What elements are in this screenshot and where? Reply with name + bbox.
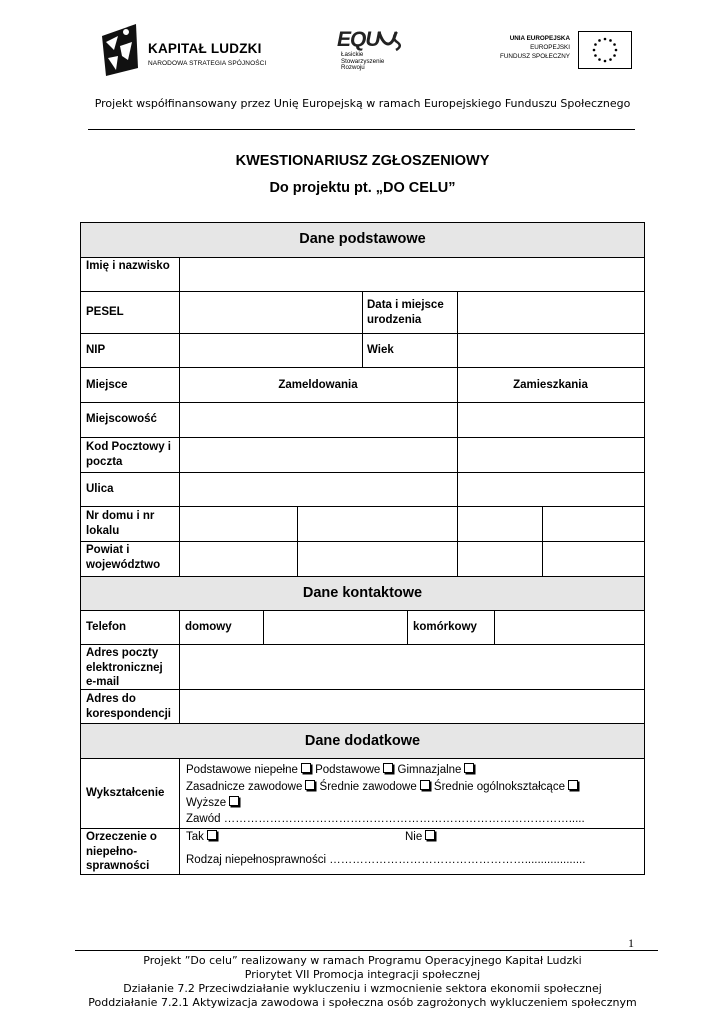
edu-secondary-vocational-checkbox[interactable] xyxy=(420,780,430,790)
page-number: 1 xyxy=(628,936,634,950)
disability-no-label: Nie xyxy=(405,831,423,843)
house-residence-field[interactable] xyxy=(458,507,542,541)
kapital-ludzki-title: KAPITAŁ LUDZKI xyxy=(148,41,262,56)
address-field[interactable] xyxy=(180,690,643,723)
section-heading-contact: Dane kontaktowe xyxy=(302,585,423,601)
edu-primary-checkbox[interactable] xyxy=(383,763,393,773)
footer-line-2: Priorytet VII Promocja integracji społecznej xyxy=(244,968,481,981)
place-label: Miejsce xyxy=(86,379,128,391)
home-phone-field[interactable] xyxy=(264,611,407,644)
email-label: Adres poczty elektronicznej e-mail xyxy=(86,647,163,688)
pesel-label: PESEL xyxy=(86,306,124,318)
kapital-ludzki-logo xyxy=(98,22,278,80)
eu-star-icon xyxy=(609,58,612,61)
mobile-phone-label: komórkowy xyxy=(413,621,477,633)
kapital-ludzki-subtitle: NARODOWA STRATEGIA SPÓJNOŚCI xyxy=(148,60,267,67)
application-form xyxy=(80,222,645,875)
edu-secondary-general-label: Średnie ogólnokształcące xyxy=(433,780,565,793)
age-field[interactable] xyxy=(458,334,644,367)
education-options xyxy=(186,763,641,826)
town-residence-field[interactable] xyxy=(458,403,644,437)
nip-label: NIP xyxy=(86,344,106,356)
cofinancing-note: Projekt współfinansowany przez Unię Europejską w ramach Europejskiego Funduszu Społecznego xyxy=(94,97,631,110)
equus-logo xyxy=(335,26,405,76)
street-registered-field[interactable] xyxy=(180,473,457,506)
edu-primary-incomplete-checkbox[interactable] xyxy=(301,763,311,773)
eu-flag-icon xyxy=(578,31,632,69)
eu-star-icon xyxy=(598,58,601,61)
disability-no xyxy=(405,830,436,845)
equus-line-1: Łasickie xyxy=(341,51,364,58)
home-phone-label: domowy xyxy=(185,621,232,633)
street-label: Ulica xyxy=(86,483,114,495)
disability-type-line[interactable]: Rodzaj niepełnosprawności ……………………………………………................... xyxy=(186,854,586,866)
disability-yes xyxy=(186,830,218,845)
email-field[interactable] xyxy=(180,645,643,689)
town-registered-field[interactable] xyxy=(180,403,457,437)
document-title: KWESTIONARIUSZ ZGŁOSZENIOWY xyxy=(235,153,490,169)
disability-yes-label: Tak xyxy=(186,831,204,843)
edu-vocational-label: Zasadnicze zawodowe xyxy=(186,780,303,793)
birth-field[interactable] xyxy=(458,292,644,333)
house-registered-field[interactable] xyxy=(180,507,297,541)
pesel-field[interactable] xyxy=(180,292,362,333)
edu-gymnasium-label: Gimnazjalne xyxy=(397,764,462,776)
district-registered-field[interactable] xyxy=(180,542,297,576)
eu-line-1: UNIA EUROPEJSKA xyxy=(509,35,570,42)
edu-higher-checkbox[interactable] xyxy=(229,796,239,806)
name-field[interactable] xyxy=(180,258,643,291)
section-heading-basic: Dane podstawowe xyxy=(299,231,426,247)
eu-logo xyxy=(480,30,632,70)
equus-line-2: Stowarzyszenie xyxy=(341,57,385,65)
footer-text xyxy=(0,954,725,1010)
postal-residence-field[interactable] xyxy=(458,438,644,472)
eu-star-icon xyxy=(598,39,601,42)
footer-line-4: Poddziałanie 7.2.1 Aktywizacja zawodowa i społeczna osób zagrożonych wykluczeniem społecznym xyxy=(88,996,637,1009)
house-label: Nr domu i nr lokalu xyxy=(86,510,155,537)
district-label: Powiat i województwo xyxy=(86,544,161,571)
svg-text:EQU: EQU xyxy=(337,28,380,51)
flat-registered-field[interactable] xyxy=(298,507,457,541)
mobile-phone-field[interactable] xyxy=(495,611,644,644)
eu-line-2: EUROPEJSKI xyxy=(530,44,570,51)
eu-star-icon xyxy=(594,43,597,46)
profession-line[interactable]: Zawód ………………………………………………………………………………..... xyxy=(186,812,585,825)
edu-higher-label: Wyższe xyxy=(186,797,227,809)
age-label: Wiek xyxy=(367,344,394,356)
postal-label: Kod Pocztowy i poczta xyxy=(86,441,171,468)
registered-label: Zameldowania xyxy=(278,379,358,391)
voivodeship-registered-field[interactable] xyxy=(298,542,457,576)
eu-star-icon xyxy=(604,60,607,63)
nip-field[interactable] xyxy=(180,334,362,367)
address-label: Adres do korespondencji xyxy=(86,693,171,720)
eu-star-icon xyxy=(615,49,618,52)
street-residence-field[interactable] xyxy=(458,473,644,506)
edu-vocational-checkbox[interactable] xyxy=(305,780,315,790)
education-label: Wykształcenie xyxy=(86,787,165,799)
section-heading-additional: Dane dodatkowe xyxy=(304,733,421,749)
district-residence-field[interactable] xyxy=(458,542,542,576)
equus-wordmark-icon xyxy=(335,26,405,52)
footer-divider xyxy=(75,950,658,951)
disability-no-checkbox[interactable] xyxy=(425,830,435,840)
eu-star-icon xyxy=(613,43,616,46)
document-subtitle: Do projektu pt. „DO CELU” xyxy=(269,180,456,196)
header-divider xyxy=(88,129,635,130)
edu-secondary-vocational-label: Średnie zawodowe xyxy=(319,780,417,793)
eu-star-icon xyxy=(594,54,597,57)
eu-line-3: FUNDUSZ SPOŁECZNY xyxy=(500,53,570,60)
postal-registered-field[interactable] xyxy=(180,438,457,472)
edu-primary-incomplete-label: Podstawowe niepełne xyxy=(186,764,298,776)
flat-residence-field[interactable] xyxy=(543,507,644,541)
town-label: Miejscowość xyxy=(86,413,157,425)
voivodeship-residence-field[interactable] xyxy=(543,542,644,576)
eu-star-icon xyxy=(604,38,607,41)
edu-secondary-general-checkbox[interactable] xyxy=(568,780,578,790)
footer-line-3: Działanie 7.2 Przeciwdziałanie wykluczeniu i wzmocnienie sektora ekonomii społecznej xyxy=(123,982,602,995)
birth-label: Data i miejsce urodzenia xyxy=(367,299,444,326)
eu-star-icon xyxy=(613,54,616,57)
eu-star-icon xyxy=(593,49,596,52)
kapital-ludzki-emblem-icon xyxy=(98,22,140,78)
eu-star-icon xyxy=(609,39,612,42)
disability-yes-checkbox[interactable] xyxy=(207,830,217,840)
residence-label: Zamieszkania xyxy=(513,379,588,391)
name-label: Imię i nazwisko xyxy=(86,260,170,272)
equus-line-3: Rozwoju xyxy=(341,64,365,72)
edu-primary-label: Podstawowe xyxy=(315,764,381,776)
disability-label: Orzeczenie o niepełno-sprawności xyxy=(86,831,157,872)
footer-line-1: Projekt ”Do celu” realizowany w ramach Programu Operacyjnego Kapitał Ludzki xyxy=(143,954,582,967)
phone-label: Telefon xyxy=(86,621,127,633)
edu-gymnasium-checkbox[interactable] xyxy=(464,763,474,773)
